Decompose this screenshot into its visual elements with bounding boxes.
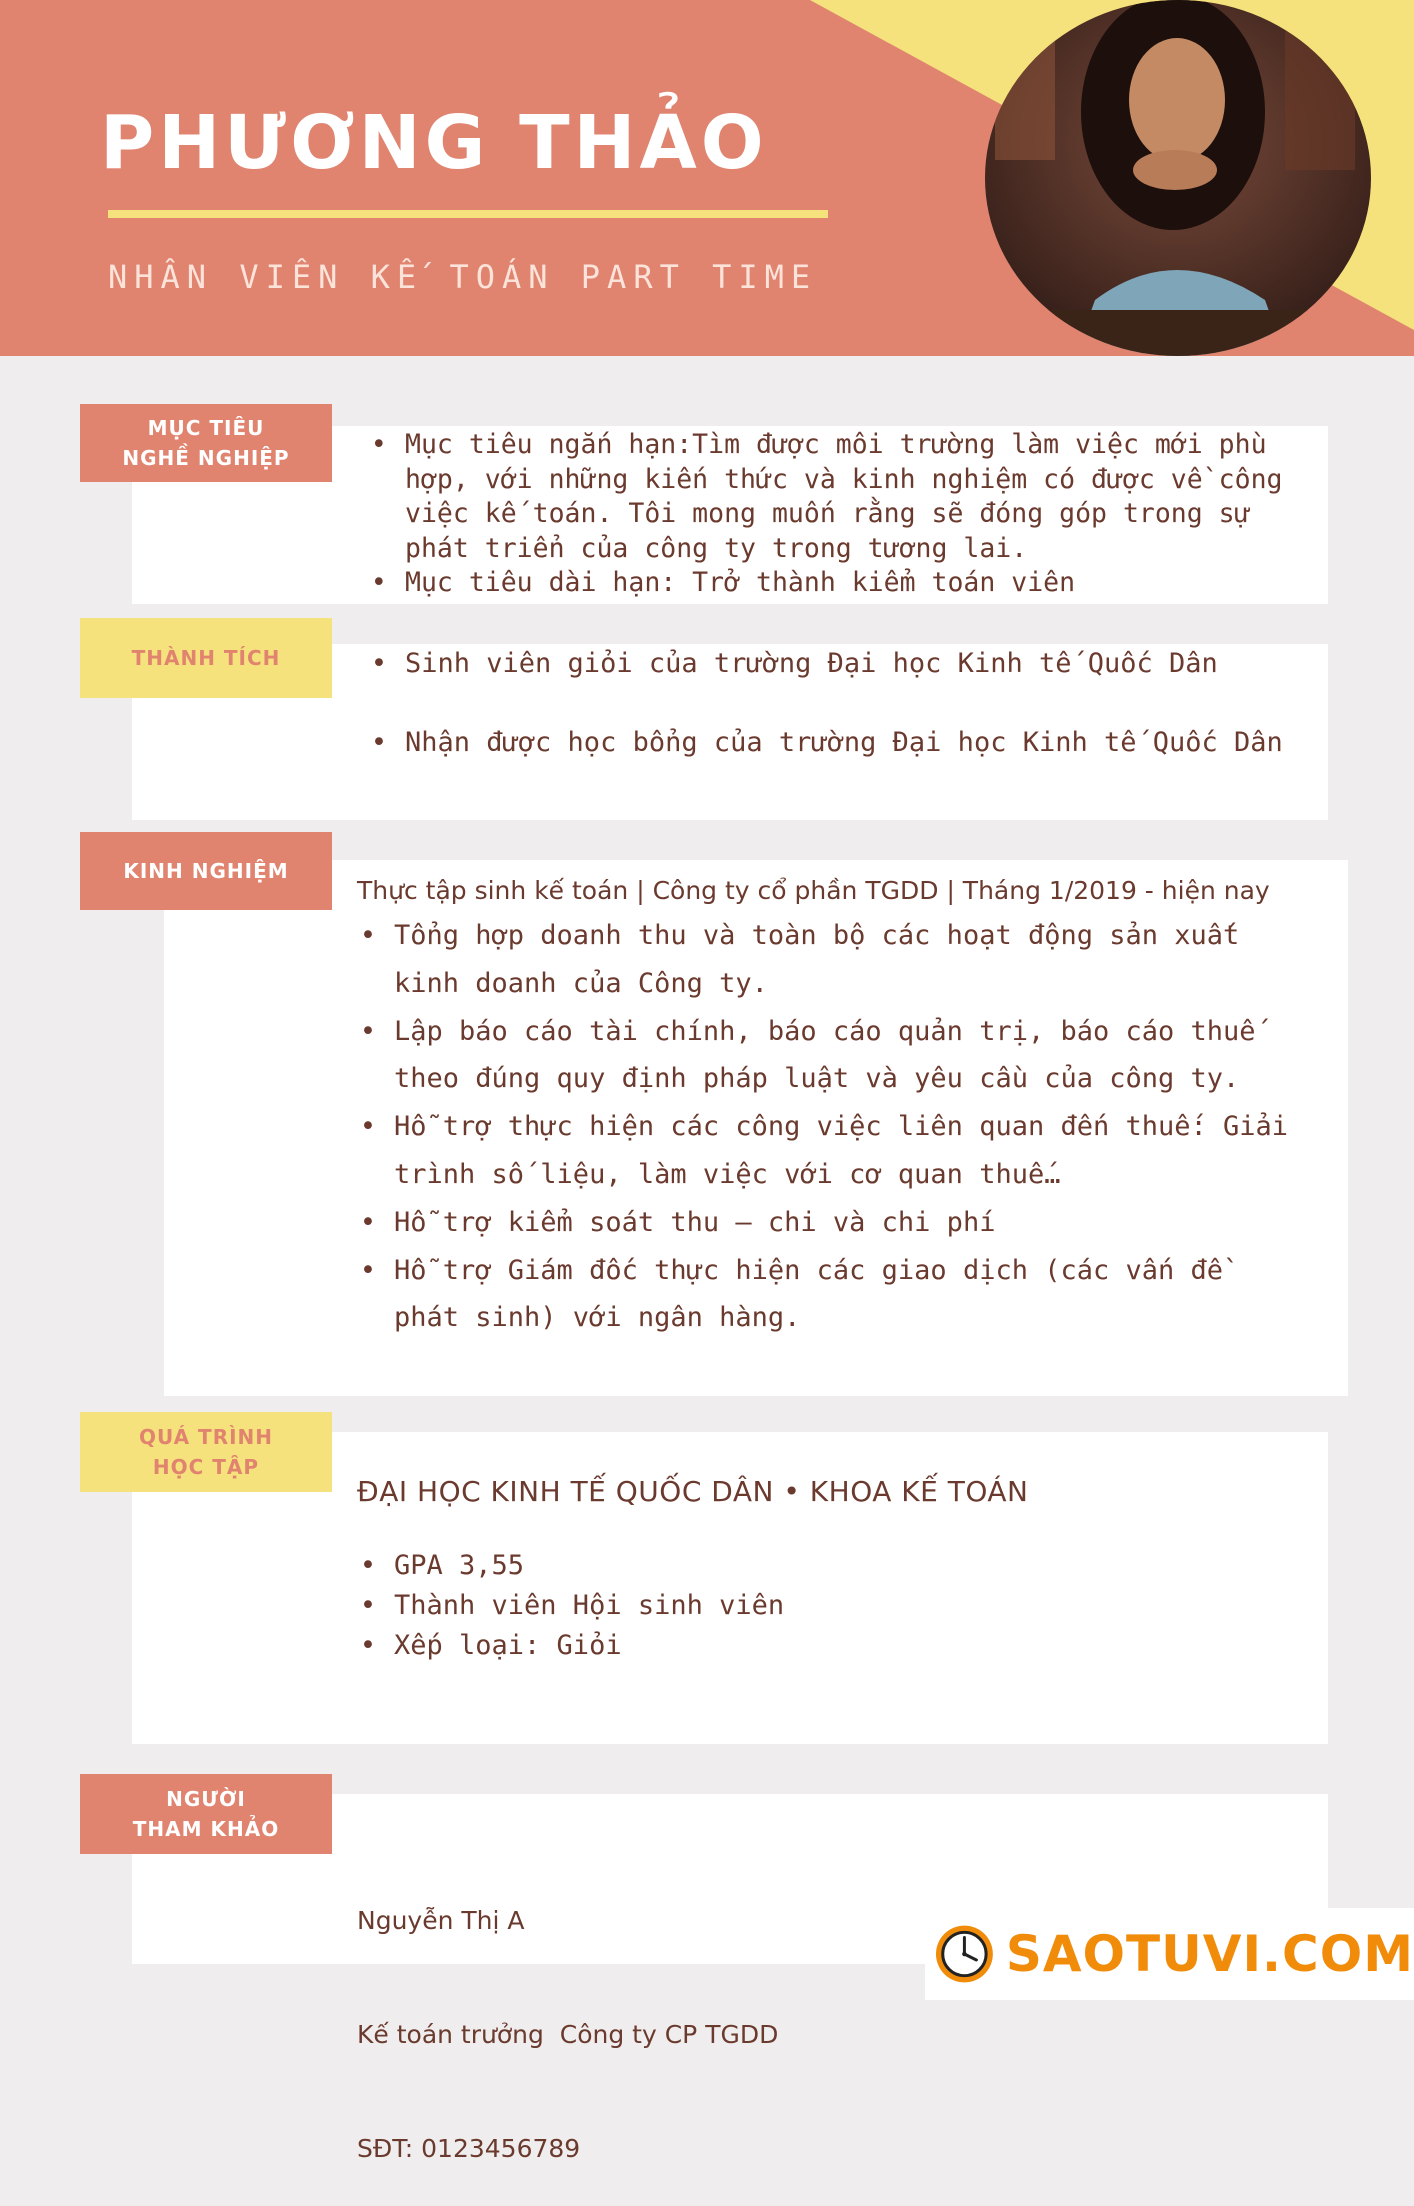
reference-tag [80,1774,332,1854]
list-item: • Nhận được học bổng của trường Đại học Kinh tế Quốc Dân [405,723,1305,762]
education-school: ĐẠI HỌC KINH TẾ QUỐC DÂN • KHOA KẾ TOÁN [357,1475,1029,1508]
watermark [925,1908,1414,2000]
experience-job-title: Thực tập sinh kế toán | Công ty cổ phần TGDD | Tháng 1/2019 - hiện nay [357,876,1270,905]
list-item: • Hỗ trợ thực hiện các công việc liên quan đến thuế: Giải trình số liệu, làm việc với cơ quan thuế… [394,1103,1294,1199]
objective-tag-line-1: MỤC TIÊU [147,416,265,440]
achievements-tag-line-1: THÀNH TÍCH [131,646,281,670]
objective-tag-line-2: NGHỀ NGHIỆP [122,446,290,470]
education-tag-line-2: HỌC TẬP [152,1455,260,1479]
list-item: • Hỗ trợ Giám đốc thực hiện các giao dịch (các vấn đề phát sinh) với ngân hàng. [394,1247,1294,1343]
reference-block [357,1826,778,2206]
objective-tag [80,404,332,482]
experience-list [394,912,1294,1342]
list-item: • Hỗ trợ kiểm soát thu – chi và chi phí [394,1199,1294,1247]
candidate-name: PHƯƠNG THẢO [100,100,768,186]
reference-position: Kế toán trưởng Công ty CP TGDD [357,2020,779,2049]
reference-tag-line-2: THAM KHẢO [132,1817,280,1841]
education-tag [80,1412,332,1492]
reference-phone: SĐT: 0123456789 [357,2134,581,2163]
list-item: • Xếp loại: Giỏi [394,1626,1194,1666]
objective-list [405,428,1305,601]
job-role: NHÂN VIÊN KẾ TOÁN PART TIME [108,258,818,296]
experience-tag-line-1: KINH NGHIỆM [123,859,289,883]
list-item: • Mục tiêu dài hạn: Trở thành kiểm toán viên [405,566,1305,601]
header-banner [0,0,1414,356]
reference-name: Nguyễn Thị A [357,1906,525,1935]
list-item: • Thành viên Hội sinh viên [394,1586,1194,1626]
clock-icon [933,1912,996,1996]
education-tag-line-1: QUÁ TRÌNH [138,1425,274,1449]
reference-tag-line-1: NGƯỜI [166,1787,246,1811]
achievements-tag [80,618,332,698]
profile-photo [985,0,1371,356]
achievements-list [405,644,1305,762]
name-underline [108,210,828,218]
list-item: • Mục tiêu ngắn hạn:Tìm được môi trường làm việc mới phù hợp, với những kiến thức và kinh nghiệm có được về công việc kế toán. Tôi mong muốn rằng sẽ đóng góp trong sự phát triển của công ty trong tương lai. [405,428,1305,566]
list-item: • Lập báo cáo tài chính, báo cáo quản trị, báo cáo thuế theo đúng quy định pháp luật và yêu cầu của công ty. [394,1008,1294,1104]
list-item: • Sinh viên giỏi của trường Đại học Kinh tế Quốc Dân [405,644,1305,683]
list-item: • GPA 3,55 [394,1546,1194,1586]
education-list [394,1546,1194,1666]
list-item: • Tổng hợp doanh thu và toàn bộ các hoạt động sản xuất kinh doanh của Công ty. [394,912,1294,1008]
experience-tag [80,832,332,910]
watermark-text: SAOTUVI.COM [1005,1925,1414,1983]
